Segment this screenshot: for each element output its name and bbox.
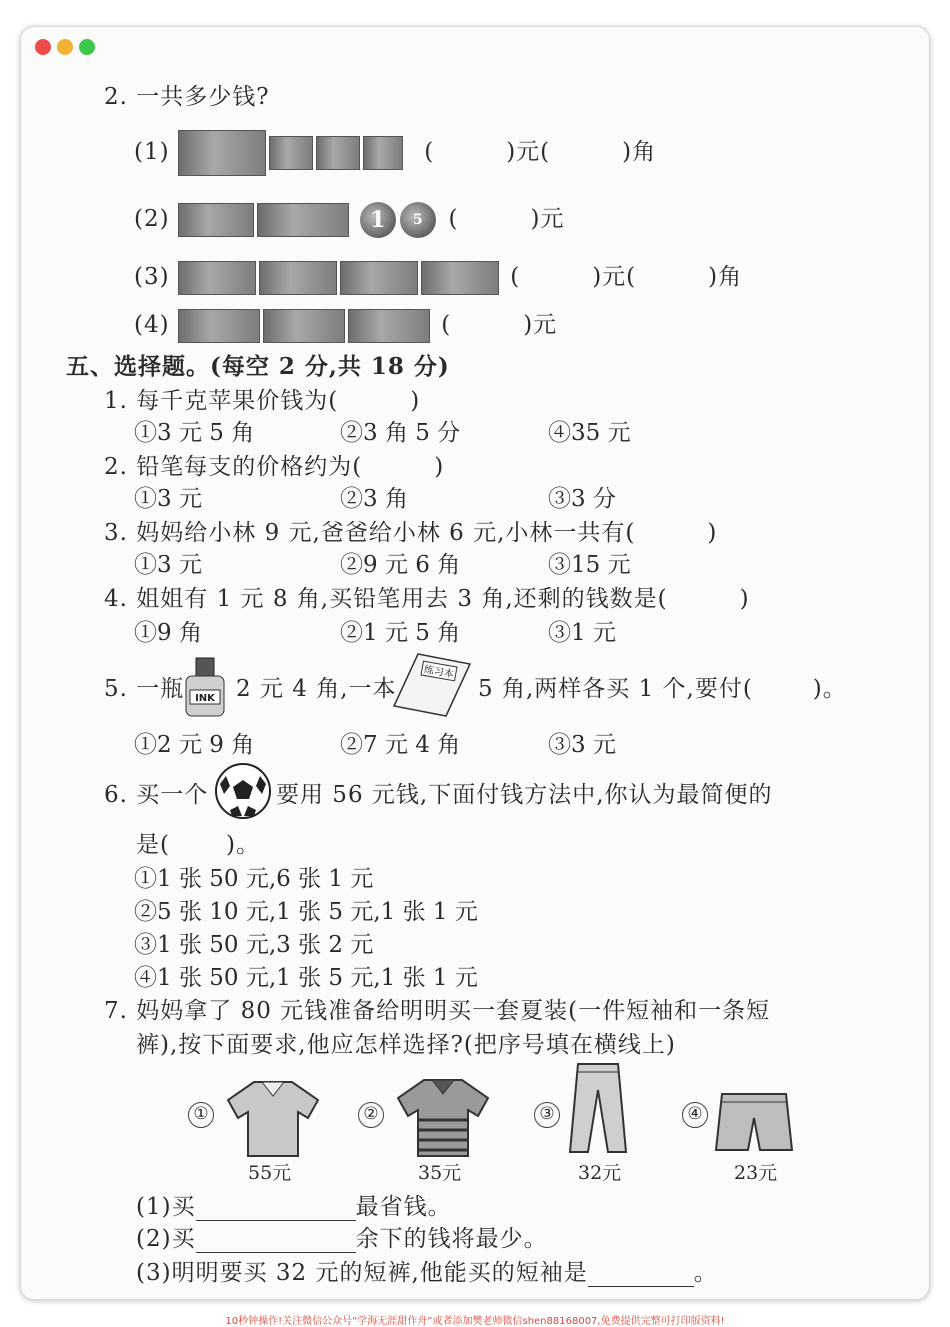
section-5-title: 五、选择题。(每空 2 分,共 18 分) [66,353,450,380]
ink-label: INK [195,693,215,704]
q5-4-option-1: ①9 角 [134,620,202,646]
q2-row-3-num: (3) [134,264,170,290]
clothing-number-2: ② [358,1102,384,1128]
q5-6-text-a: 6. 买一个 [104,782,209,808]
q5-6-text-b: 要用 56 元钱,下面付钱方法中,你认为最简便的 [276,782,773,808]
tshirt-white-icon [224,1078,322,1158]
banknote-image [259,261,337,295]
q2-row-2-yuan: )元 [530,206,565,232]
q5-3-text: 3. 妈妈给小林 9 元,爸爸给小林 6 元,小林一共有( ) [104,520,718,546]
q5-5-text-a: 5. 一瓶 [104,676,185,702]
banknote-image [363,136,403,170]
clothing-price-3: 32元 [578,1162,622,1184]
q5-1-text: 1. 每千克苹果价钱为( ) [104,388,421,414]
footer-notice: 10秒钟操作!关注微信公众号“学海无涯甜作舟”或者添加樊老师微信shen88168007,免费提供完整可打印版资料! [225,1316,725,1327]
soccer-ball-icon [214,762,272,820]
q5-4-option-2: ②1 元 5 角 [340,620,461,646]
banknote-image [178,309,260,343]
clothing-price-1: 55元 [248,1162,292,1184]
banknote-image [257,203,349,237]
q5-2-text: 2. 铅笔每支的价格约为( ) [104,454,445,480]
q2-row-1 [134,130,656,176]
q2-row-2-num: (2) [134,206,170,232]
q5-5-option-2: ②7 元 4 角 [340,732,461,758]
q2-row-3 [134,258,742,295]
exercise-book-label: 练习本 [423,664,455,681]
q2-row-1-yuan: )元( [506,139,551,165]
q5-5-option-3: ③3 元 [548,732,616,758]
minimize-window-button[interactable] [57,39,73,55]
q2-row-2-open: ( [448,206,459,232]
q5-4-option-3: ③1 元 [548,620,616,646]
q2-row-4 [134,306,557,343]
q5-6-option-4: ④1 张 50 元,1 张 5 元,1 张 1 元 [134,965,478,991]
q5-3-option-2: ②9 元 6 角 [340,552,461,578]
q5-6-option-1: ①1 张 50 元,6 张 1 元 [134,866,374,892]
close-window-button[interactable] [35,39,51,55]
q5-7-line-2: 裤),按下面要求,他应怎样选择?(把序号填在横线上) [136,1032,676,1058]
banknote-image [178,261,256,295]
answer-blank[interactable] [588,1261,694,1287]
exercise-book-icon [392,650,472,720]
q5-5-option-1: ①2 元 9 角 [134,732,255,758]
banknote-image [263,309,345,343]
q5-2-option-1: ①3 元 [134,486,202,512]
q5-1-option-3: ④35 元 [548,420,631,446]
maximize-window-button[interactable] [79,39,95,55]
q5-3-option-1: ①3 元 [134,552,202,578]
q5-7-line-1: 7. 妈妈拿了 80 元钱准备给明明买一套夏装(一件短袖和一条短 [104,998,771,1024]
banknote-image [178,203,254,237]
clothing-number-3: ③ [534,1102,560,1128]
q5-4-text: 4. 姐姐有 1 元 8 角,买铅笔用去 3 角,还剩的钱数是( ) [104,586,750,612]
long-pants-icon [566,1060,628,1156]
q2-row-4-open: ( [441,312,452,338]
coin-5-jiao-icon: 5 [400,202,436,238]
q5-5-text-b: 2 元 4 角,一本 [236,676,397,702]
ink-bottle-icon [182,656,228,720]
answer-blank[interactable] [196,1195,356,1221]
q5-3-option-3: ③15 元 [548,552,631,578]
q5-6-option-2: ②5 张 10 元,1 张 5 元,1 张 1 元 [134,899,478,925]
q2-row-1-jiao: )角 [622,139,657,165]
clothing-number-1: ① [188,1102,214,1128]
clothing-number-4: ④ [682,1102,708,1128]
q5-1-option-2: ②3 角 5 分 [340,420,461,446]
q5-7-sub-1: (1)买 最省钱。 [136,1194,452,1220]
banknote-image [340,261,418,295]
window-controls [35,39,95,55]
banknote-image [316,136,360,170]
q2-row-4-yuan: )元 [523,312,558,338]
q5-7-sub-2: (2)买 余下的钱将最少。 [136,1226,548,1252]
banknote-image [348,309,430,343]
coin-1-yuan-icon: 1 [360,202,396,238]
q2-row-3-open: ( [510,264,521,290]
q2-row-1-num: (1) [134,139,170,165]
shorts-icon [714,1090,794,1154]
clothing-price-4: 23元 [734,1162,778,1184]
q2-title: 2. 一共多少钱? [104,84,270,110]
tshirt-striped-icon [394,1076,492,1158]
q5-2-option-2: ②3 角 [340,486,408,512]
q5-7-sub-3: (3)明明要买 32 元的短裤,他能买的短袖是 。 [136,1260,718,1286]
q5-5-text-c: 5 角,两样各买 1 个,要付( )。 [478,676,847,702]
banknote-image [269,136,313,170]
q2-row-3-yuan: )元( [592,264,637,290]
q5-1-option-1: ①3 元 5 角 [134,420,255,446]
q5-2-option-3: ③3 分 [548,486,616,512]
banknote-image [421,261,499,295]
q2-row-4-num: (4) [134,312,170,338]
q2-row-3-jiao: )角 [708,264,743,290]
q2-row-1-open: ( [424,139,435,165]
banknote-image [178,130,266,176]
q2-row-2 [134,200,565,238]
q5-6-text-c: 是( )。 [136,832,260,858]
answer-blank[interactable] [196,1227,356,1253]
clothing-price-2: 35元 [418,1162,462,1184]
q5-6-option-3: ③1 张 50 元,3 张 2 元 [134,932,374,958]
